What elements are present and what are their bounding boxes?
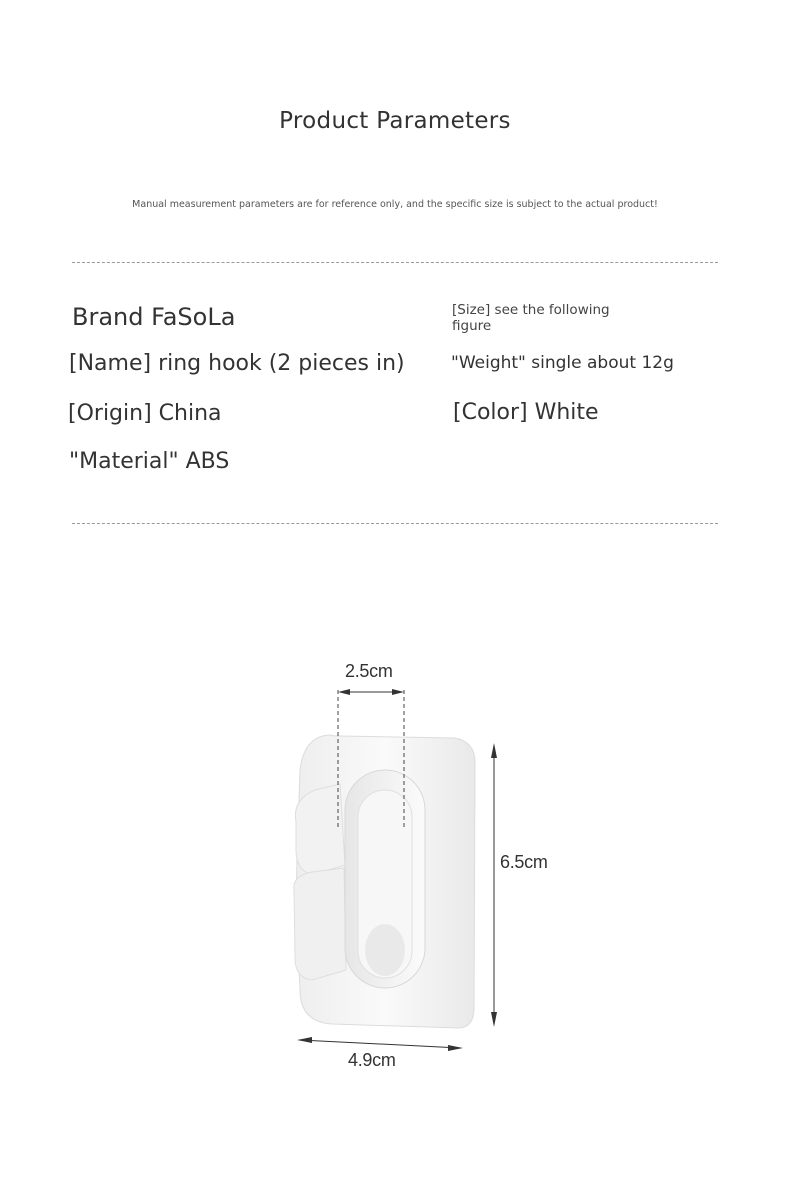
dimension-height: 6.5cm — [500, 852, 548, 872]
param-origin: [Origin] China — [68, 401, 222, 426]
measurement-note: Manual measurement parameters are for reference only, and the specific size is subject to the actual product! — [132, 199, 658, 210]
param-size: [Size] see the following figure — [452, 302, 610, 334]
param-brand: Brand FaSoLa — [72, 303, 236, 331]
divider-bottom — [72, 523, 718, 524]
param-name: [Name] ring hook (2 pieces in) — [69, 351, 405, 376]
param-material: "Material" ABS — [69, 449, 230, 474]
dimension-width-top: 2.5cm — [345, 661, 393, 681]
page-title: Product Parameters — [279, 108, 511, 134]
divider-top — [72, 262, 718, 263]
param-weight: "Weight" single about 12g — [451, 353, 674, 373]
param-color: [Color] White — [453, 400, 599, 425]
dimension-width-bottom: 4.9cm — [348, 1050, 396, 1070]
